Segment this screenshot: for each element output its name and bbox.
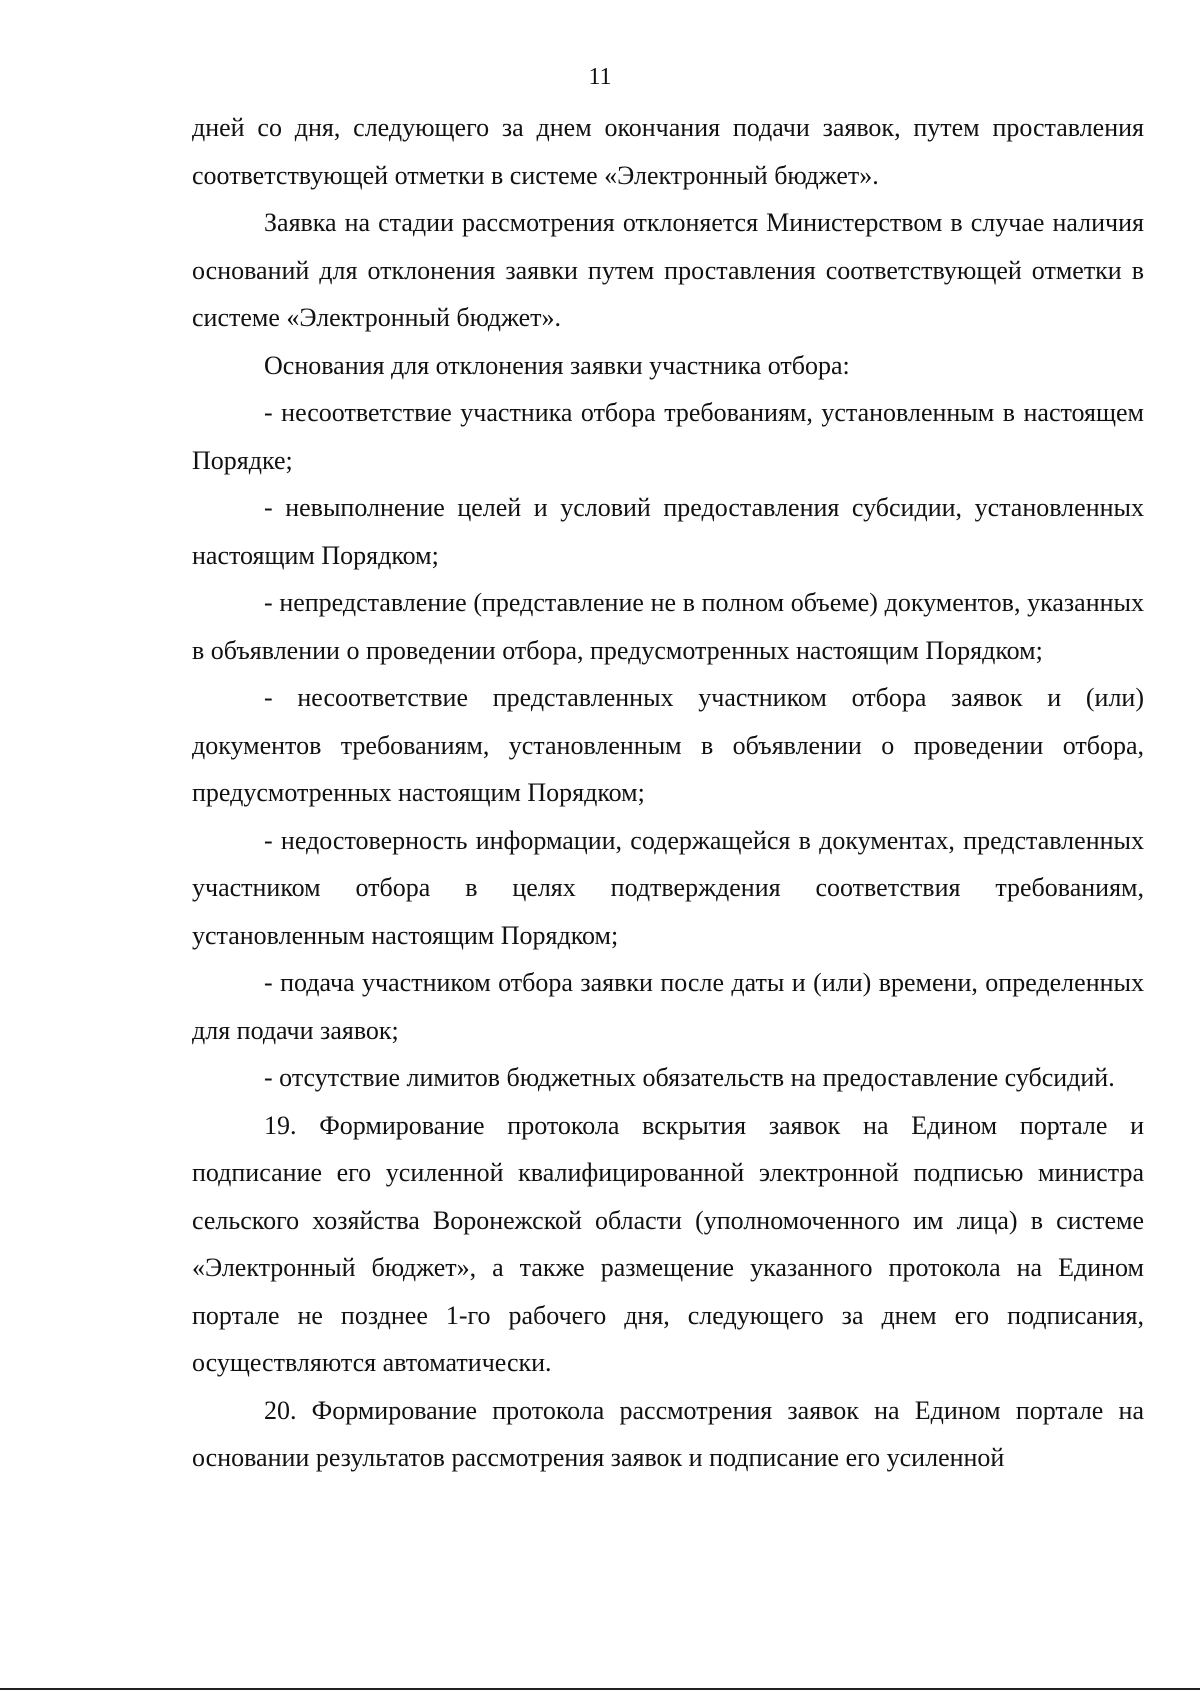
list-item-ground-7: - отсутствие лимитов бюджетных обязательств на предоставление субсидий. xyxy=(264,1063,1115,1092)
paragraph-continuation: дней со дня, следующего за днем окончания подачи заявок, путем проставления соответствующей отметки в системе «Электронный бюджет». xyxy=(192,113,1144,190)
list-item-ground-6: - подача участником отбора заявки после даты и (или) времени, определенных для подачи заявок; xyxy=(192,968,1144,1045)
paragraph-rejection-stage: Заявка на стадии рассмотрения отклоняется Министерством в случае наличия оснований для отклонения заявки путем проставления соответствующей отметки в системе «Электронный бюджет». xyxy=(192,208,1144,332)
paragraph-clause-20: 20. Формирование протокола рассмотрения заявок на Едином портале на основании результатов рассмотрения заявок и подписание его усиленной xyxy=(192,1395,1144,1472)
list-item-ground-2: - невыполнение целей и условий предоставления субсидии, установленных настоящим Порядком; xyxy=(192,493,1144,570)
document-body xyxy=(192,104,1144,1482)
list-item-ground-5: - недостоверность информации, содержащейся в документах, представленных участником отбора в целях подтверждения соответствия требованиям, установленным настоящим Порядком; xyxy=(192,825,1144,950)
bottom-edge-line xyxy=(0,1688,1200,1690)
page-number: 11 xyxy=(588,64,612,90)
paragraph-clause-19: 19. Формирование протокола вскрытия заявок на Едином портале и подписание его усиленной квалифицированной электронной подписью министра сельского хозяйства Воронежской области (уполномоченного им лица) в системе «Электронный бюджет», а также размещение указанного протокола на Едином портале не позднее 1-го рабочего дня, следующего за днем его подписания, осуществляются автоматически. xyxy=(192,1110,1144,1377)
list-item-ground-3: - непредставление (представление не в полном объеме) документов, указанных в объявлении о проведении отбора, предусмотренных настоящим Порядком; xyxy=(192,588,1144,665)
list-item-ground-1: - несоответствие участника отбора требованиям, установленным в настоящем Порядке; xyxy=(192,398,1144,475)
paragraph-rejection-grounds-heading: Основания для отклонения заявки участника отбора: xyxy=(264,350,850,380)
list-item-ground-4: - несоответствие представленных участником отбора заявок и (или) документов требованиям, установленным в объявлении о проведении отбора, предусмотренных настоящим Порядком; xyxy=(192,683,1144,807)
